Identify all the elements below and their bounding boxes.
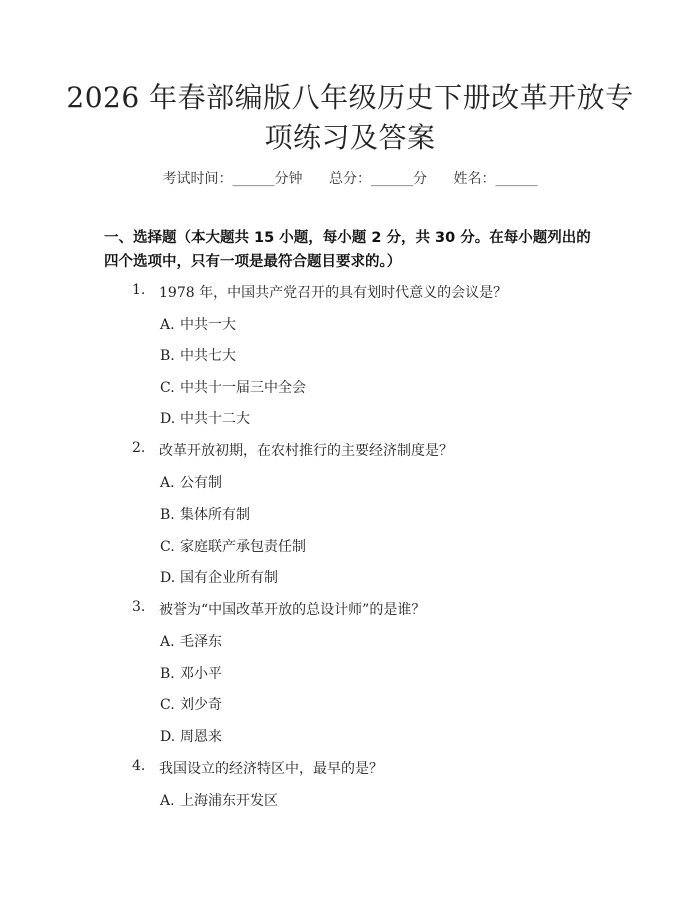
answer-option: [160, 631, 222, 651]
answer-option: [160, 790, 278, 810]
student-name-label: 姓名：: [453, 171, 496, 187]
option-text: 周恩来: [180, 729, 222, 745]
option-letter: B.: [160, 507, 175, 523]
answer-option: [160, 408, 250, 428]
title-line-1: 2026 年春部编版八年级历史下册改革开放专: [66, 81, 634, 114]
option-letter: D.: [160, 411, 176, 427]
option-letter: D.: [160, 729, 176, 745]
option-text: 家庭联产承包责任制: [180, 539, 306, 555]
question-stem: 1978 年，中国共产党召开的具有划时代意义的会议是？: [159, 285, 508, 301]
question-stem: 被誉为“中国改革开放的总设计师”的是谁？: [159, 602, 426, 618]
option-text: 国有企业所有制: [180, 570, 278, 586]
total-score-group: [329, 168, 427, 188]
answer-option: [160, 694, 222, 714]
total-score-label: 总分：: [329, 171, 371, 187]
option-letter: C.: [160, 697, 175, 713]
option-text: 公有制: [180, 475, 222, 491]
option-letter: B.: [160, 666, 175, 682]
question-stem: 我国设立的经济特区中，最早的是？: [159, 761, 383, 777]
option-letter: D.: [160, 570, 176, 586]
exam-info-line: [0, 168, 700, 188]
option-text: 邓小平: [180, 666, 222, 682]
option-letter: A.: [160, 317, 175, 333]
answer-option: [160, 567, 278, 587]
option-letter: A.: [160, 475, 175, 491]
answer-option: [160, 536, 306, 556]
exam-time-unit: 分钟: [274, 171, 303, 187]
exam-time-group: [163, 168, 303, 188]
question-number: 3.: [132, 599, 146, 615]
section-header: 一、选择题（本大题共 15 小题，每小题 2 分，共 30 分。在每小题列出的四个选项中，只有一项是最符合题目要求的。）: [104, 230, 591, 270]
option-letter: A.: [160, 634, 175, 650]
total-score-unit: 分: [413, 171, 427, 187]
question-number: 2.: [132, 440, 146, 456]
exam-time-label: 考试时间：: [162, 171, 233, 187]
student-name-blank: ______: [495, 171, 538, 187]
question-number: 1.: [132, 282, 146, 298]
answer-option: [160, 345, 236, 365]
question-number: 4.: [132, 758, 146, 774]
option-text: 中共十二大: [180, 411, 250, 427]
option-letter: C.: [160, 539, 175, 555]
answer-option: [160, 663, 222, 683]
option-text: 毛泽东: [180, 634, 222, 650]
option-text: 刘少奇: [180, 697, 222, 713]
answer-option: [160, 314, 236, 334]
question-stem: 改革开放初期，在农村推行的主要经济制度是？: [159, 443, 453, 459]
option-letter: A.: [160, 793, 175, 809]
answer-option: [160, 726, 222, 746]
option-text: 上海浦东开发区: [180, 793, 278, 809]
answer-option: [160, 472, 222, 492]
answer-option: [160, 504, 250, 524]
total-score-blank: ______: [371, 171, 413, 187]
option-text: 中共十一届三中全会: [180, 380, 306, 396]
option-letter: B.: [160, 348, 175, 364]
option-text: 中共七大: [180, 348, 236, 364]
title-line-2: 项练习及答案: [264, 121, 436, 154]
option-text: 中共一大: [180, 317, 236, 333]
exam-time-blank: ______: [232, 171, 275, 187]
student-name-group: [453, 168, 537, 188]
option-letter: C.: [160, 380, 175, 396]
document-title: [60, 78, 640, 158]
answer-option: [160, 377, 306, 397]
option-text: 集体所有制: [180, 507, 250, 523]
